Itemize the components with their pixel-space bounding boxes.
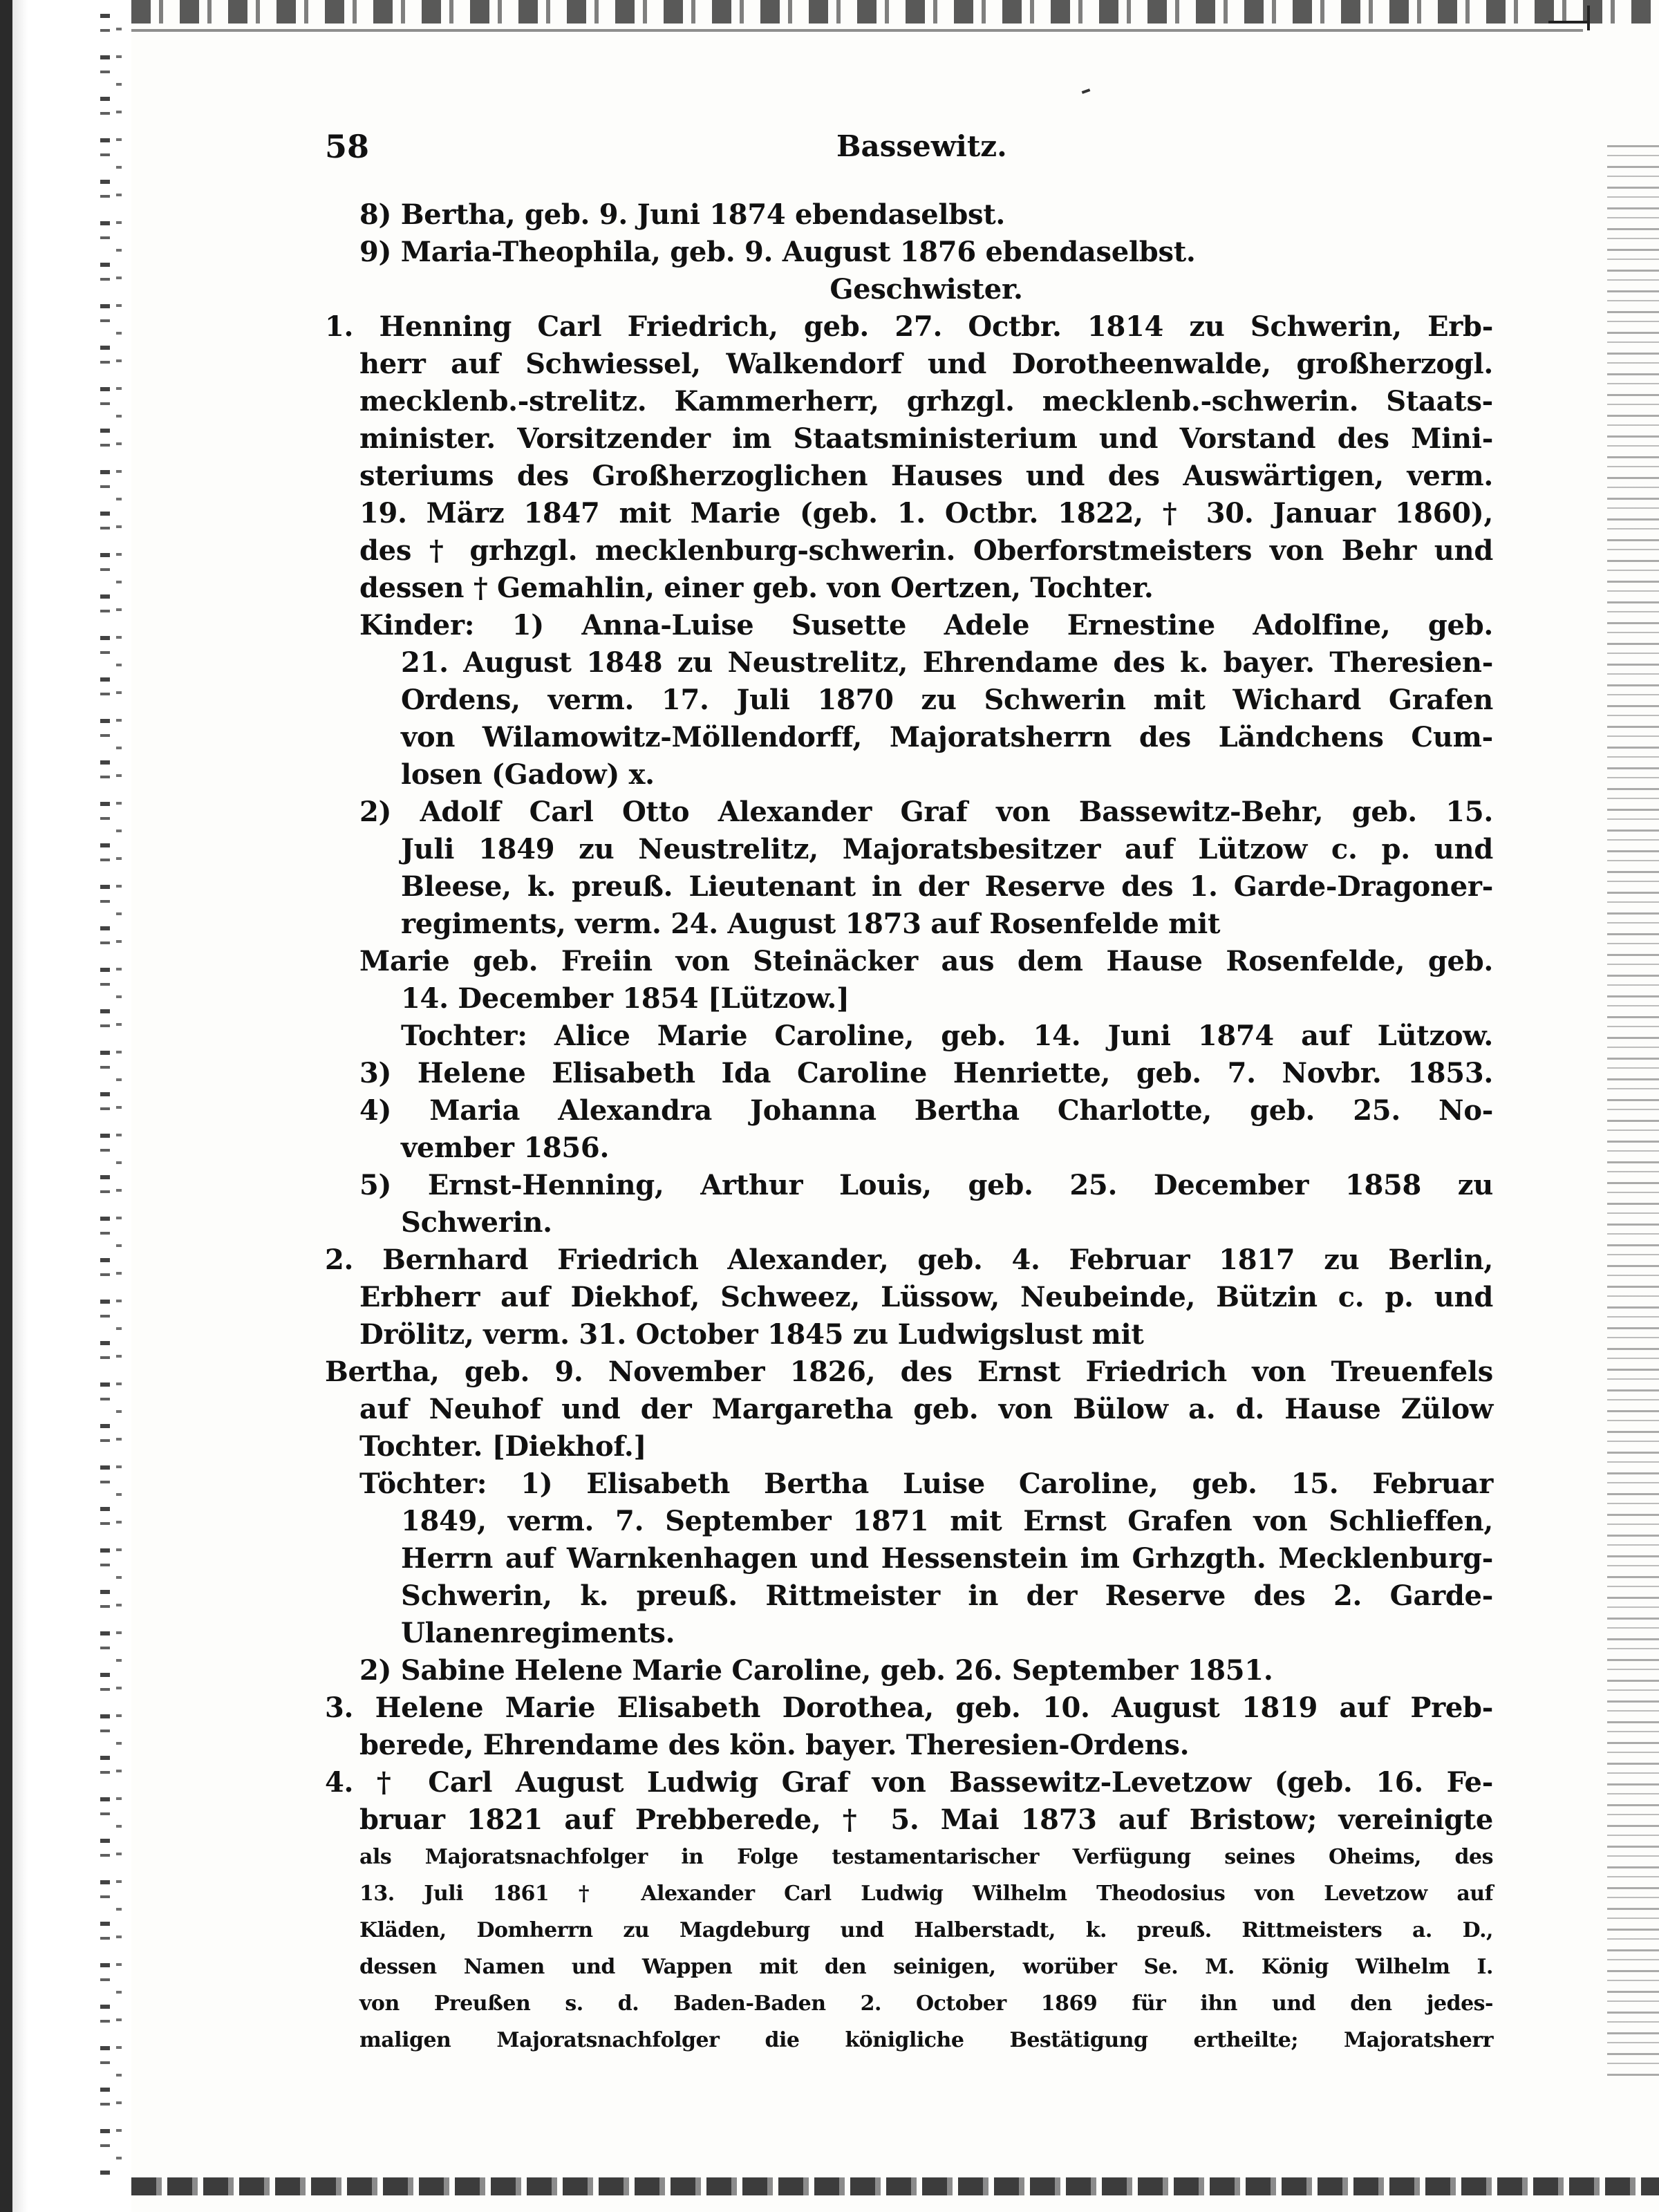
text-line: 8) Bertha, geb. 9. Juni 1874 ebendaselbst. [359, 198, 1006, 231]
text-line: Juli 1849 zu Neustrelitz, Majoratsbesitzer auf Lützow c. p. und [401, 833, 1493, 865]
text-line: Bleese, k. preuß. Lieutenant in der Reserve des 1. Garde-Dragoner- [401, 870, 1493, 903]
text-line: Schwerin. [401, 1206, 552, 1239]
text-line: 4) Maria Alexandra Johanna Bertha Charlotte, geb. 25. No- [359, 1094, 1493, 1127]
scan-edge-left [0, 0, 131, 2212]
page-number: 58 [325, 128, 370, 165]
text-line: dessen † Gemahlin, einer geb. von Oertzen, Tochter. [359, 572, 1154, 604]
text-line: 3. Helene Marie Elisabeth Dorothea, geb. 10. August 1819 auf Preb- [325, 1691, 1493, 1724]
text-line: 5) Ernst-Henning, Arthur Louis, geb. 25. December 1858 zu [359, 1169, 1493, 1201]
text-line: auf Neuhof und der Margaretha geb. von Bülow a. d. Hause Zülow [359, 1393, 1493, 1425]
scan-speck [1082, 88, 1091, 94]
text-line: vember 1856. [401, 1132, 610, 1164]
text-line: Kinder: 1) Anna-Luise Susette Adele Ernestine Adolfine, geb. [359, 609, 1493, 641]
text-line: Ulanenregiments. [401, 1617, 675, 1649]
text-line: Erbherr auf Diekhof, Schweez, Lüssow, Neubeinde, Bützin c. p. und [359, 1281, 1493, 1313]
text-line: des † grhzgl. mecklenburg-schwerin. Oberforstmeisters von Behr und [359, 534, 1493, 567]
text-line: 2) Sabine Helene Marie Caroline, geb. 26. September 1851. [359, 1654, 1273, 1687]
text-line: von Wilamowitz-Möllendorff, Majoratsherrn des Ländchens Cum- [401, 721, 1493, 753]
text-line: Kläden, Domherrn zu Magdeburg und Halberstadt, k. preuß. Rittmeisters a. D., [359, 1918, 1493, 1942]
text-line: mecklenb.-strelitz. Kammerherr, grhzgl. mecklenb.-schwerin. Staats- [359, 385, 1493, 418]
text-line: als Majoratsnachfolger in Folge testamentarischer Verfügung seines Oheims, des [359, 1845, 1493, 1869]
text-line: maligen Majoratsnachfolger die königliche Bestätigung ertheilte; Majoratsherr [359, 2028, 1493, 2052]
scan-margin-marks [100, 14, 110, 2184]
text-line: 3) Helene Elisabeth Ida Caroline Henriette, geb. 7. Novbr. 1853. [359, 1057, 1493, 1089]
text-line: losen (Gadow) x. [401, 758, 655, 791]
text-line: 2) Adolf Carl Otto Alexander Graf von Bassewitz-Behr, geb. 15. [359, 796, 1493, 828]
text-line: 1849, verm. 7. September 1871 mit Ernst Grafen von Schlieffen, [401, 1505, 1493, 1537]
text-line: herr auf Schwiessel, Walkendorf und Dorotheenwalde, großherzogl. [359, 348, 1493, 380]
text-line: regiments, verm. 24. August 1873 auf Rosenfelde mit [401, 908, 1221, 940]
text-line: Marie geb. Freiin von Steinäcker aus dem Hause Rosenfelde, geb. [359, 945, 1493, 977]
text-line: steriums des Großherzoglichen Hauses und des Auswärtigen, verm. [359, 460, 1493, 492]
text-line: 13. Juli 1861 † Alexander Carl Ludwig Wilhelm Theodosius von Levetzow auf [359, 1882, 1493, 1906]
text-line: 19. März 1847 mit Marie (geb. 1. Octbr. 1822, † 30. Januar 1860), [359, 497, 1493, 529]
text-line: minister. Vorsitzender im Staatsministerium und Vorstand des Mini- [359, 422, 1493, 455]
text-line: Drölitz, verm. 31. October 1845 zu Ludwigslust mit [359, 1318, 1144, 1351]
scan-bleedthrough-right [1607, 145, 1659, 2081]
scan-corner-mark-vertical [1587, 6, 1590, 30]
text-line: Ordens, verm. 17. Juli 1870 zu Schwerin mit Wichard Grafen [401, 684, 1493, 716]
text-line: 4. † Carl August Ludwig Graf von Bassewitz-Levetzow (geb. 16. Fe- [325, 1766, 1493, 1799]
text-line: Tochter. [Diekhof.] [359, 1430, 647, 1463]
text-line: dessen Namen und Wappen mit den seinigen, worüber Se. M. König Wilhelm I. [359, 1955, 1493, 1979]
text-line: 21. August 1848 zu Neustrelitz, Ehrendame des k. bayer. Theresien- [401, 646, 1493, 679]
scan-edge-top [131, 0, 1659, 24]
text-line: berede, Ehrendame des kön. bayer. Theresien-Ordens. [359, 1729, 1190, 1761]
text-line: bruar 1821 auf Prebberede, † 5. Mai 1873 auf Bristow; vereinigte [359, 1803, 1493, 1836]
scan-corner-mark [1548, 21, 1590, 24]
section-heading: Geschwister. [830, 273, 1023, 306]
running-title: Bassewitz. [836, 129, 1007, 163]
text-line: Bertha, geb. 9. November 1826, des Ernst Friedrich von Treuenfels [325, 1356, 1493, 1388]
text-line: 14. December 1854 [Lützow.] [401, 982, 850, 1015]
text-line: Töchter: 1) Elisabeth Bertha Luise Caroline, geb. 15. Februar [359, 1468, 1493, 1500]
text-line: 1. Henning Carl Friedrich, geb. 27. Octbr. 1814 zu Schwerin, Erb- [325, 310, 1493, 343]
text-line: Tochter: Alice Marie Caroline, geb. 14. Juni 1874 auf Lützow. [401, 1020, 1493, 1052]
text-line: von Preußen s. d. Baden-Baden 2. October 1869 für ihn und den jedes- [359, 1991, 1493, 2016]
scan-edge-bottom [131, 2177, 1659, 2195]
text-line: Schwerin, k. preuß. Rittmeister in der Reserve des 2. Garde- [401, 1580, 1493, 1612]
text-line: Herrn auf Warnkenhagen und Hessenstein im Grhzgth. Mecklenburg- [401, 1542, 1493, 1575]
text-line: 9) Maria-Theophila, geb. 9. August 1876 ebendaselbst. [359, 236, 1196, 268]
running-header [325, 128, 1555, 169]
scan-top-rule [131, 29, 1583, 32]
scan-margin-marks-inner [116, 28, 122, 2171]
page-body [325, 196, 1493, 2059]
text-line: 2. Bernhard Friedrich Alexander, geb. 4. Februar 1817 zu Berlin, [325, 1244, 1493, 1276]
